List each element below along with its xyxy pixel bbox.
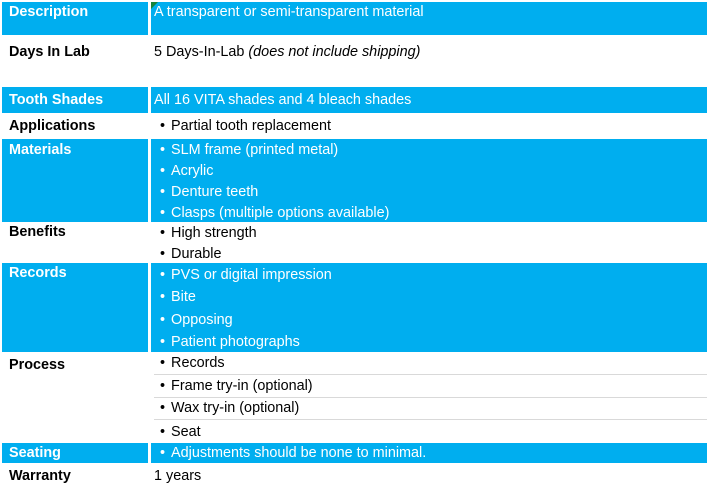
- bullet-item-text: PVS or digital impression: [171, 267, 332, 284]
- row-label-text: Description: [9, 4, 89, 20]
- row-value: [151, 87, 707, 113]
- bullet-icon: •: [160, 267, 166, 284]
- row-label: [2, 352, 148, 443]
- table-row-seating: [2, 443, 707, 463]
- bullet-item: [154, 244, 707, 265]
- bullet-icon: •: [160, 204, 166, 221]
- row-label: [2, 263, 148, 352]
- bullet-item: [154, 223, 707, 244]
- bullet-icon: •: [160, 377, 166, 394]
- row-label: [2, 463, 148, 490]
- row-label: [2, 113, 148, 139]
- value-text: 5 Days-In-Lab: [154, 44, 245, 60]
- bullet-icon: •: [160, 118, 166, 134]
- bullet-item-text: Adjustments should be none to minimal.: [171, 445, 427, 461]
- row-value: [151, 222, 707, 263]
- bullet-item-text: Bite: [171, 289, 196, 306]
- bullet-item: [154, 286, 707, 308]
- row-value: [151, 463, 707, 490]
- row-label-text: Warranty: [9, 468, 71, 484]
- bullet-icon: •: [160, 423, 166, 440]
- bullet-icon: •: [160, 445, 166, 461]
- row-label-text: Records: [9, 265, 67, 281]
- bullet-item-text: SLM frame (printed metal): [171, 142, 339, 159]
- bullet-item-text: Frame try-in (optional): [171, 377, 313, 394]
- bullet-item: [154, 420, 707, 443]
- bullet-item-text: Durable: [171, 245, 222, 262]
- bullet-item: [154, 445, 426, 461]
- table-row-days-in-lab: [2, 35, 707, 87]
- row-label-text: Process: [9, 357, 66, 373]
- row-value: [151, 263, 707, 352]
- table-row-warranty: [2, 463, 707, 490]
- row-label-text: Benefits: [9, 224, 66, 240]
- value-text: All 16 VITA shades and 4 bleach shades: [154, 92, 412, 108]
- row-label: [2, 35, 148, 87]
- row-label: [2, 222, 148, 263]
- bullet-item-text: Partial tooth replacement: [171, 118, 332, 134]
- bullet-icon: •: [160, 400, 166, 417]
- row-value: [151, 35, 707, 87]
- row-value: [151, 139, 707, 222]
- table-row-benefits: [2, 222, 707, 263]
- table-row-applications: [2, 113, 707, 139]
- bullet-item-text: Acrylic: [171, 163, 214, 180]
- bullet-icon: •: [160, 311, 166, 328]
- bullet-item-text: Clasps (multiple options available): [171, 204, 390, 221]
- bullet-icon: •: [160, 183, 166, 200]
- table-row-materials: [2, 139, 707, 222]
- row-value: [151, 443, 707, 463]
- bullet-item-text: Records: [171, 354, 225, 371]
- bullet-item-text: Opposing: [171, 311, 233, 328]
- bullet-icon: •: [160, 289, 166, 306]
- bullet-item: [154, 331, 707, 353]
- table-row-records: [2, 263, 707, 352]
- row-label: [2, 2, 148, 35]
- bullet-item: [154, 161, 707, 182]
- row-label-text: Materials: [9, 142, 72, 158]
- bullet-icon: •: [160, 333, 166, 350]
- row-value: [151, 352, 707, 443]
- bullet-item: [154, 398, 707, 421]
- bullet-icon: •: [160, 163, 166, 180]
- bullet-item: [154, 375, 707, 398]
- row-label-text: Tooth Shades: [9, 92, 104, 108]
- spec-table: [2, 2, 707, 490]
- row-label: [2, 139, 148, 222]
- row-label-text: Applications: [9, 118, 96, 134]
- table-row-tooth-shades: [2, 87, 707, 113]
- bullet-item: [154, 352, 707, 375]
- bullet-item: [154, 118, 331, 134]
- row-value: [151, 2, 707, 35]
- row-label: [2, 443, 148, 463]
- value-text: 1 years: [154, 468, 202, 484]
- bullet-item-text: Denture teeth: [171, 183, 259, 200]
- bullet-icon: •: [160, 245, 166, 262]
- value-note-italic: (does not include shipping): [248, 44, 421, 60]
- row-value: [151, 113, 707, 139]
- bullet-icon: •: [160, 142, 166, 159]
- row-label-text: Days In Lab: [9, 44, 90, 60]
- cell-flag-icon: [151, 2, 158, 9]
- bullet-item-text: Patient photographs: [171, 333, 300, 350]
- value-text: A transparent or semi-transparent material: [154, 4, 424, 20]
- row-label-text: Seating: [9, 445, 61, 461]
- bullet-item: [154, 202, 707, 223]
- bullet-icon: •: [160, 354, 166, 371]
- bullet-item-text: High strength: [171, 225, 257, 242]
- bullet-item-text: Seat: [171, 423, 201, 440]
- bullet-item: [154, 264, 707, 286]
- row-label: [2, 87, 148, 113]
- bullet-item: [154, 309, 707, 331]
- table-row-process: [2, 352, 707, 443]
- table-row-description: [2, 2, 707, 35]
- bullet-item: [154, 140, 707, 161]
- bullet-icon: •: [160, 225, 166, 242]
- bullet-item: [154, 182, 707, 203]
- bullet-item-text: Wax try-in (optional): [171, 400, 300, 417]
